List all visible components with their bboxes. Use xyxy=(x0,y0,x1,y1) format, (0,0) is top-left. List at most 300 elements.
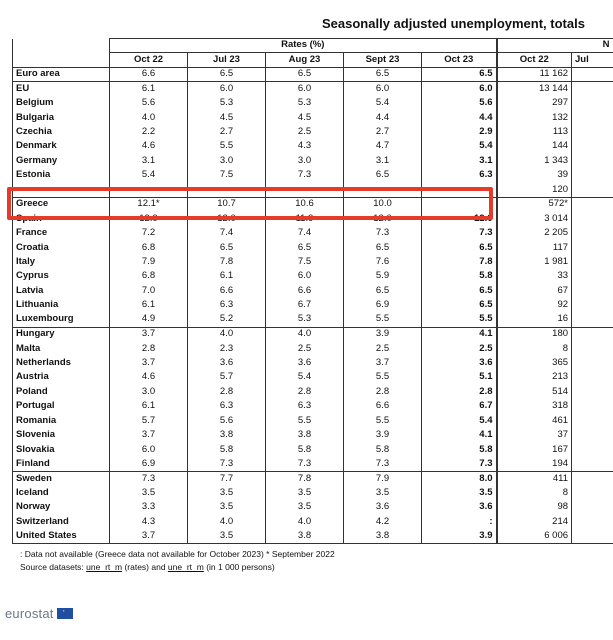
footnote-availability: : Data not available (Greece data not available for October 2023) * September 2022 xyxy=(20,549,335,559)
rate-sep23-cell: 6.5 xyxy=(344,67,422,81)
dataset-link-totals[interactable]: une_rt_m xyxy=(167,562,204,572)
unemployment-table xyxy=(12,38,613,544)
total-jul-cell xyxy=(572,428,613,442)
rate-aug23-cell: 5.3 xyxy=(266,96,344,110)
total-oct22-cell: 13 144 xyxy=(497,82,572,96)
rate-oct23-cell: 5.4 xyxy=(422,414,497,428)
rate-oct23-cell: 6.5 xyxy=(422,241,497,255)
table-row xyxy=(13,371,613,385)
rate-sep23-cell: 5.5 xyxy=(344,414,422,428)
corner-cell-2 xyxy=(13,53,110,67)
country-cell: Portugal xyxy=(13,399,110,413)
table-row xyxy=(13,501,613,515)
total-oct22-cell: 113 xyxy=(497,125,572,139)
total-oct22-cell: 411 xyxy=(497,472,572,486)
total-jul-cell xyxy=(572,284,613,298)
country-cell: Romania xyxy=(13,414,110,428)
rate-oct23-cell: 3.1 xyxy=(422,154,497,168)
rate-oct23-cell: 2.5 xyxy=(422,342,497,356)
country-cell: Luxembourg xyxy=(13,313,110,327)
rate-aug23-cell: 5.8 xyxy=(266,443,344,457)
rate-jul23-cell: 6.3 xyxy=(188,399,266,413)
table-body xyxy=(13,67,613,543)
rate-aug23-cell: 3.8 xyxy=(266,428,344,442)
rate-aug23-cell: 7.3 xyxy=(266,168,344,182)
country-cell: Finland xyxy=(13,457,110,471)
rate-oct23-cell: 2.9 xyxy=(422,125,497,139)
rate-oct23-cell: 2.8 xyxy=(422,385,497,399)
totals-group-header: N xyxy=(497,39,613,53)
total-oct22-cell: 120 xyxy=(497,183,572,197)
rate-jul23-cell: 5.6 xyxy=(188,414,266,428)
total-jul-cell xyxy=(572,414,613,428)
rate-aug23-cell: 5.5 xyxy=(266,414,344,428)
rate-oct23-cell: 6.7 xyxy=(422,399,497,413)
total-oct22-cell: 37 xyxy=(497,428,572,442)
total-oct22-cell: 67 xyxy=(497,284,572,298)
col-header-oct23: Oct 23 xyxy=(422,53,497,67)
table-row xyxy=(13,486,613,500)
country-cell: Croatia xyxy=(13,241,110,255)
country-cell: Netherlands xyxy=(13,356,110,370)
total-oct22-cell: 297 xyxy=(497,96,572,110)
rate-aug23-cell: 11.9 xyxy=(266,212,344,226)
country-cell: France xyxy=(13,226,110,240)
rate-sep23-cell: 7.3 xyxy=(344,226,422,240)
table-row xyxy=(13,529,613,543)
rate-jul23-cell: 2.8 xyxy=(188,385,266,399)
rate-oct23-cell: 6.5 xyxy=(422,67,497,81)
table-row xyxy=(13,82,613,96)
rate-sep23-cell: 5.5 xyxy=(344,313,422,327)
total-oct22-cell: 365 xyxy=(497,356,572,370)
country-cell: Bulgaria xyxy=(13,111,110,125)
table-row xyxy=(13,313,613,327)
rate-aug23-cell: 4.0 xyxy=(266,515,344,529)
total-jul-cell xyxy=(572,168,613,182)
rate-sep23-cell: 3.6 xyxy=(344,501,422,515)
total-jul-cell xyxy=(572,515,613,529)
rate-jul23-cell: 6.3 xyxy=(188,298,266,312)
rate-aug23-cell: 6.5 xyxy=(266,67,344,81)
rate-sep23-cell: 4.7 xyxy=(344,140,422,154)
total-jul-cell xyxy=(572,154,613,168)
table-row xyxy=(13,125,613,139)
total-oct22-cell: 2 205 xyxy=(497,226,572,240)
source-prefix: Source datasets: xyxy=(20,562,87,572)
rates-group-header: Rates (%) xyxy=(110,39,497,53)
total-oct22-cell: 318 xyxy=(497,399,572,413)
total-jul-cell xyxy=(572,212,613,226)
rate-jul23-cell: 3.0 xyxy=(188,154,266,168)
col-header-jul23: Jul 23 xyxy=(188,53,266,67)
country-cell: Latvia xyxy=(13,284,110,298)
table-row xyxy=(13,140,613,154)
table-row xyxy=(13,414,613,428)
rate-jul23-cell: 3.5 xyxy=(188,529,266,543)
total-oct22-cell: 11 162 xyxy=(497,67,572,81)
rate-oct22-cell: 6.1 xyxy=(110,82,188,96)
rate-aug23-cell: 2.5 xyxy=(266,342,344,356)
total-oct22-cell: 8 xyxy=(497,342,572,356)
country-cell: United States xyxy=(13,529,110,543)
table-row xyxy=(13,284,613,298)
rate-aug23-cell: 3.8 xyxy=(266,529,344,543)
rate-oct22-cell: 4.3 xyxy=(110,515,188,529)
table-row xyxy=(13,255,613,269)
rate-aug23-cell: 3.0 xyxy=(266,154,344,168)
rate-sep23-cell: 6.9 xyxy=(344,298,422,312)
total-jul-cell xyxy=(572,472,613,486)
rate-sep23-cell: 3.8 xyxy=(344,529,422,543)
country-cell: Iceland xyxy=(13,486,110,500)
total-jul-cell xyxy=(572,356,613,370)
table-title: Seasonally adjusted unemployment, totals xyxy=(322,16,585,31)
total-jul-cell xyxy=(572,457,613,471)
rate-sep23-cell: 4.2 xyxy=(344,515,422,529)
rate-sep23-cell: 5.4 xyxy=(344,96,422,110)
country-cell: Lithuania xyxy=(13,298,110,312)
rate-jul23-cell: 2.3 xyxy=(188,342,266,356)
rate-oct23-cell: 8.0 xyxy=(422,472,497,486)
greece-highlight-box xyxy=(7,187,493,220)
total-oct22-cell: 144 xyxy=(497,140,572,154)
country-cell: Austria xyxy=(13,371,110,385)
rate-sep23-cell: 2.5 xyxy=(344,342,422,356)
country-cell: EU xyxy=(13,82,110,96)
rate-oct23-cell: 5.8 xyxy=(422,270,497,284)
total-jul-cell xyxy=(572,313,613,327)
rate-sep23-cell: 6.0 xyxy=(344,82,422,96)
total-jul-cell xyxy=(572,399,613,413)
rate-oct22-cell: 3.7 xyxy=(110,327,188,341)
total-oct22-cell: 6 006 xyxy=(497,529,572,543)
country-cell: Czechia xyxy=(13,125,110,139)
rate-jul23-cell: 6.6 xyxy=(188,284,266,298)
rate-sep23-cell: 3.7 xyxy=(344,356,422,370)
total-oct22-cell: 167 xyxy=(497,443,572,457)
total-jul-cell xyxy=(572,82,613,96)
rate-aug23-cell: 4.0 xyxy=(266,327,344,341)
rate-oct23-cell: 3.5 xyxy=(422,486,497,500)
table-row xyxy=(13,443,613,457)
rate-jul23-cell: 7.3 xyxy=(188,457,266,471)
rate-oct23-cell: 7.3 xyxy=(422,226,497,240)
rate-oct22-cell: 6.6 xyxy=(110,67,188,81)
rate-oct22-cell: 5.4 xyxy=(110,168,188,182)
rate-aug23-cell: 7.3 xyxy=(266,457,344,471)
rate-sep23-cell: 5.9 xyxy=(344,270,422,284)
rate-oct23-cell: 5.4 xyxy=(422,140,497,154)
rate-oct22-cell: 3.5 xyxy=(110,486,188,500)
rate-oct22-cell: 3.7 xyxy=(110,356,188,370)
country-cell: Euro area xyxy=(13,67,110,81)
country-cell: Germany xyxy=(13,154,110,168)
rate-jul23-cell: 4.5 xyxy=(188,111,266,125)
rate-oct22-cell: 4.6 xyxy=(110,371,188,385)
rate-aug23-cell: 6.3 xyxy=(266,399,344,413)
rate-sep23-cell: 2.8 xyxy=(344,385,422,399)
total-oct22-cell: 194 xyxy=(497,457,572,471)
total-jul-cell xyxy=(572,327,613,341)
country-cell: Greece xyxy=(13,197,110,211)
rate-oct23-cell: 3.6 xyxy=(422,501,497,515)
source-suffix: (in 1 000 persons) xyxy=(203,562,275,572)
rate-jul23-cell: 2.7 xyxy=(188,125,266,139)
rate-oct22-cell: 7.9 xyxy=(110,255,188,269)
rate-jul23-cell: 7.7 xyxy=(188,472,266,486)
rate-oct22-cell: 6.1 xyxy=(110,399,188,413)
rate-sep23-cell: 7.3 xyxy=(344,457,422,471)
rate-aug23-cell: 3.5 xyxy=(266,501,344,515)
rate-aug23-cell: 6.0 xyxy=(266,82,344,96)
rate-oct23-cell: 4.1 xyxy=(422,428,497,442)
rate-sep23-cell: 6.5 xyxy=(344,168,422,182)
col-header-total-jul: Jul xyxy=(572,53,613,67)
country-cell: Slovakia xyxy=(13,443,110,457)
total-jul-cell xyxy=(572,486,613,500)
rate-sep23-cell: 10.0 xyxy=(344,197,422,211)
table-row xyxy=(13,327,613,341)
rate-oct23-cell: 4.4 xyxy=(422,111,497,125)
table-row xyxy=(13,226,613,240)
table-row xyxy=(13,342,613,356)
rate-oct23-cell: 6.5 xyxy=(422,284,497,298)
rate-sep23-cell: 4.4 xyxy=(344,111,422,125)
country-cell: Poland xyxy=(13,385,110,399)
rate-oct22-cell: 3.3 xyxy=(110,501,188,515)
table-row xyxy=(13,270,613,284)
country-cell: Denmark xyxy=(13,140,110,154)
table-row xyxy=(13,472,613,486)
total-jul-cell xyxy=(572,183,613,197)
total-oct22-cell: 33 xyxy=(497,270,572,284)
rate-oct22-cell: 5.6 xyxy=(110,96,188,110)
rate-jul23-cell: 7.4 xyxy=(188,226,266,240)
total-oct22-cell: 8 xyxy=(497,486,572,500)
total-oct22-cell: 213 xyxy=(497,371,572,385)
footnotes xyxy=(20,548,335,574)
country-cell: Switzerland xyxy=(13,515,110,529)
total-jul-cell xyxy=(572,67,613,81)
rate-oct22-cell: 6.8 xyxy=(110,241,188,255)
rate-sep23-cell: 3.5 xyxy=(344,486,422,500)
rate-jul23-cell: 5.7 xyxy=(188,371,266,385)
country-cell: Estonia xyxy=(13,168,110,182)
table-row xyxy=(13,457,613,471)
rate-sep23-cell: 5.8 xyxy=(344,443,422,457)
footnote-sources xyxy=(20,561,335,574)
total-oct22-cell: 572* xyxy=(497,197,572,211)
rate-sep23-cell: 3.9 xyxy=(344,327,422,341)
rate-oct23-cell: 3.6 xyxy=(422,356,497,370)
total-jul-cell xyxy=(572,197,613,211)
rate-jul23-cell: 6.5 xyxy=(188,67,266,81)
rate-aug23-cell: 7.4 xyxy=(266,226,344,240)
total-jul-cell xyxy=(572,443,613,457)
total-jul-cell xyxy=(572,371,613,385)
table-row xyxy=(13,385,613,399)
rate-jul23-cell: 5.2 xyxy=(188,313,266,327)
rate-aug23-cell: 6.0 xyxy=(266,270,344,284)
rate-oct22-cell: 2.2 xyxy=(110,125,188,139)
total-jul-cell xyxy=(572,298,613,312)
rate-oct22-cell: 4.6 xyxy=(110,140,188,154)
total-oct22-cell: 1 981 xyxy=(497,255,572,269)
rate-aug23-cell: 6.5 xyxy=(266,241,344,255)
rate-jul23-cell: 5.8 xyxy=(188,443,266,457)
total-jul-cell xyxy=(572,125,613,139)
rate-aug23-cell: 4.3 xyxy=(266,140,344,154)
rate-sep23-cell: 7.9 xyxy=(344,472,422,486)
total-oct22-cell: 92 xyxy=(497,298,572,312)
country-cell: Belgium xyxy=(13,96,110,110)
rate-aug23-cell: 5.4 xyxy=(266,371,344,385)
total-jul-cell xyxy=(572,111,613,125)
rate-sep23-cell: 6.5 xyxy=(344,241,422,255)
country-cell: Sweden xyxy=(13,472,110,486)
country-cell: Cyprus xyxy=(13,270,110,284)
rate-oct22-cell: 6.9 xyxy=(110,457,188,471)
total-oct22-cell: 3 014 xyxy=(497,212,572,226)
rate-aug23-cell: 2.8 xyxy=(266,385,344,399)
source-mid: (rates) and xyxy=(122,562,168,572)
rate-sep23-cell: 6.5 xyxy=(344,284,422,298)
table-row xyxy=(13,154,613,168)
rate-oct23-cell: : xyxy=(422,515,497,529)
total-jul-cell xyxy=(572,529,613,543)
rate-oct23-cell: 6.3 xyxy=(422,168,497,182)
rate-jul23-cell: 3.6 xyxy=(188,356,266,370)
dataset-link-rates[interactable]: une_rt_m xyxy=(86,562,123,572)
rate-oct22-cell: 12.1* xyxy=(110,197,188,211)
rate-oct22-cell: 4.9 xyxy=(110,313,188,327)
rate-oct22-cell: 3.7 xyxy=(110,428,188,442)
rate-jul23-cell: 6.1 xyxy=(188,270,266,284)
total-oct22-cell: 514 xyxy=(497,385,572,399)
eurostat-logo xyxy=(5,606,73,621)
rate-aug23-cell: 4.5 xyxy=(266,111,344,125)
rate-aug23-cell: 6.6 xyxy=(266,284,344,298)
rate-oct22-cell: 7.3 xyxy=(110,472,188,486)
total-oct22-cell: 214 xyxy=(497,515,572,529)
rate-oct22-cell: 2.8 xyxy=(110,342,188,356)
rate-aug23-cell: 3.6 xyxy=(266,356,344,370)
rate-aug23-cell: 3.5 xyxy=(266,486,344,500)
col-header-aug23: Aug 23 xyxy=(266,53,344,67)
rate-jul23-cell: 3.5 xyxy=(188,501,266,515)
rate-oct23-cell: 7.8 xyxy=(422,255,497,269)
total-jul-cell xyxy=(572,385,613,399)
rate-aug23-cell: 2.5 xyxy=(266,125,344,139)
rate-oct23-cell: 5.8 xyxy=(422,443,497,457)
table-row xyxy=(13,356,613,370)
rate-sep23-cell: 12.0 xyxy=(344,212,422,226)
rate-oct23-cell: 7.3 xyxy=(422,457,497,471)
rate-oct22-cell: 7.0 xyxy=(110,284,188,298)
rate-oct22-cell: 3.1 xyxy=(110,154,188,168)
logo-text: eurostat xyxy=(5,606,54,621)
rate-jul23-cell: 7.5 xyxy=(188,168,266,182)
rate-oct23-cell: 6.0 xyxy=(422,82,497,96)
rate-jul23-cell: 3.8 xyxy=(188,428,266,442)
table-row xyxy=(13,111,613,125)
rate-jul23-cell: 4.0 xyxy=(188,515,266,529)
total-oct22-cell: 180 xyxy=(497,327,572,341)
country-cell: Slovenia xyxy=(13,428,110,442)
rate-oct23-cell: : xyxy=(422,197,497,211)
rate-jul23-cell: 6.0 xyxy=(188,82,266,96)
rate-aug23-cell: 10.6 xyxy=(266,197,344,211)
table-row xyxy=(13,168,613,182)
rate-oct23-cell: 5.1 xyxy=(422,371,497,385)
rate-jul23-cell: 12.0 xyxy=(188,212,266,226)
rate-oct22-cell: 3.0 xyxy=(110,385,188,399)
rate-jul23-cell: 7.8 xyxy=(188,255,266,269)
table-row xyxy=(13,428,613,442)
col-header-total-oct22: Oct 22 xyxy=(497,53,572,67)
total-jul-cell xyxy=(572,241,613,255)
rate-oct22-cell: 3.7 xyxy=(110,529,188,543)
rate-oct23-cell: 5.6 xyxy=(422,96,497,110)
table-row xyxy=(13,241,613,255)
rate-sep23-cell: 3.1 xyxy=(344,154,422,168)
rate-oct23-cell: 6.5 xyxy=(422,298,497,312)
total-oct22-cell: 16 xyxy=(497,313,572,327)
rate-sep23-cell: 6.6 xyxy=(344,399,422,413)
country-cell: Norway xyxy=(13,501,110,515)
country-cell: Malta xyxy=(13,342,110,356)
rate-jul23-cell: 5.5 xyxy=(188,140,266,154)
col-header-sep23: Sept 23 xyxy=(344,53,422,67)
rate-oct22-cell: 4.0 xyxy=(110,111,188,125)
table-row xyxy=(13,298,613,312)
table-row xyxy=(13,67,613,81)
total-jul-cell xyxy=(572,501,613,515)
table-row xyxy=(13,399,613,413)
rate-jul23-cell: 4.0 xyxy=(188,327,266,341)
rate-jul23-cell: 5.3 xyxy=(188,96,266,110)
eu-flag-icon xyxy=(57,608,73,619)
rate-sep23-cell: 2.7 xyxy=(344,125,422,139)
rate-aug23-cell: 7.5 xyxy=(266,255,344,269)
total-oct22-cell: 39 xyxy=(497,168,572,182)
rate-oct23-cell: 5.5 xyxy=(422,313,497,327)
total-oct22-cell: 98 xyxy=(497,501,572,515)
rate-oct22-cell: 7.2 xyxy=(110,226,188,240)
country-cell: Hungary xyxy=(13,327,110,341)
table-row xyxy=(13,515,613,529)
rate-oct22-cell: 6.0 xyxy=(110,443,188,457)
corner-cell xyxy=(13,39,110,53)
total-jul-cell xyxy=(572,270,613,284)
rate-sep23-cell: 5.5 xyxy=(344,371,422,385)
total-oct22-cell: 461 xyxy=(497,414,572,428)
rate-aug23-cell: 7.8 xyxy=(266,472,344,486)
rate-aug23-cell: 6.7 xyxy=(266,298,344,312)
rate-jul23-cell: 10.7 xyxy=(188,197,266,211)
country-cell: Italy xyxy=(13,255,110,269)
total-jul-cell xyxy=(572,342,613,356)
col-header-oct22: Oct 22 xyxy=(110,53,188,67)
rate-oct22-cell: 5.7 xyxy=(110,414,188,428)
rate-jul23-cell: 6.5 xyxy=(188,241,266,255)
rate-jul23-cell: 3.5 xyxy=(188,486,266,500)
total-oct22-cell: 132 xyxy=(497,111,572,125)
rate-sep23-cell: 3.9 xyxy=(344,428,422,442)
country-cell: Spain xyxy=(13,212,110,226)
rate-oct22-cell: 6.8 xyxy=(110,270,188,284)
